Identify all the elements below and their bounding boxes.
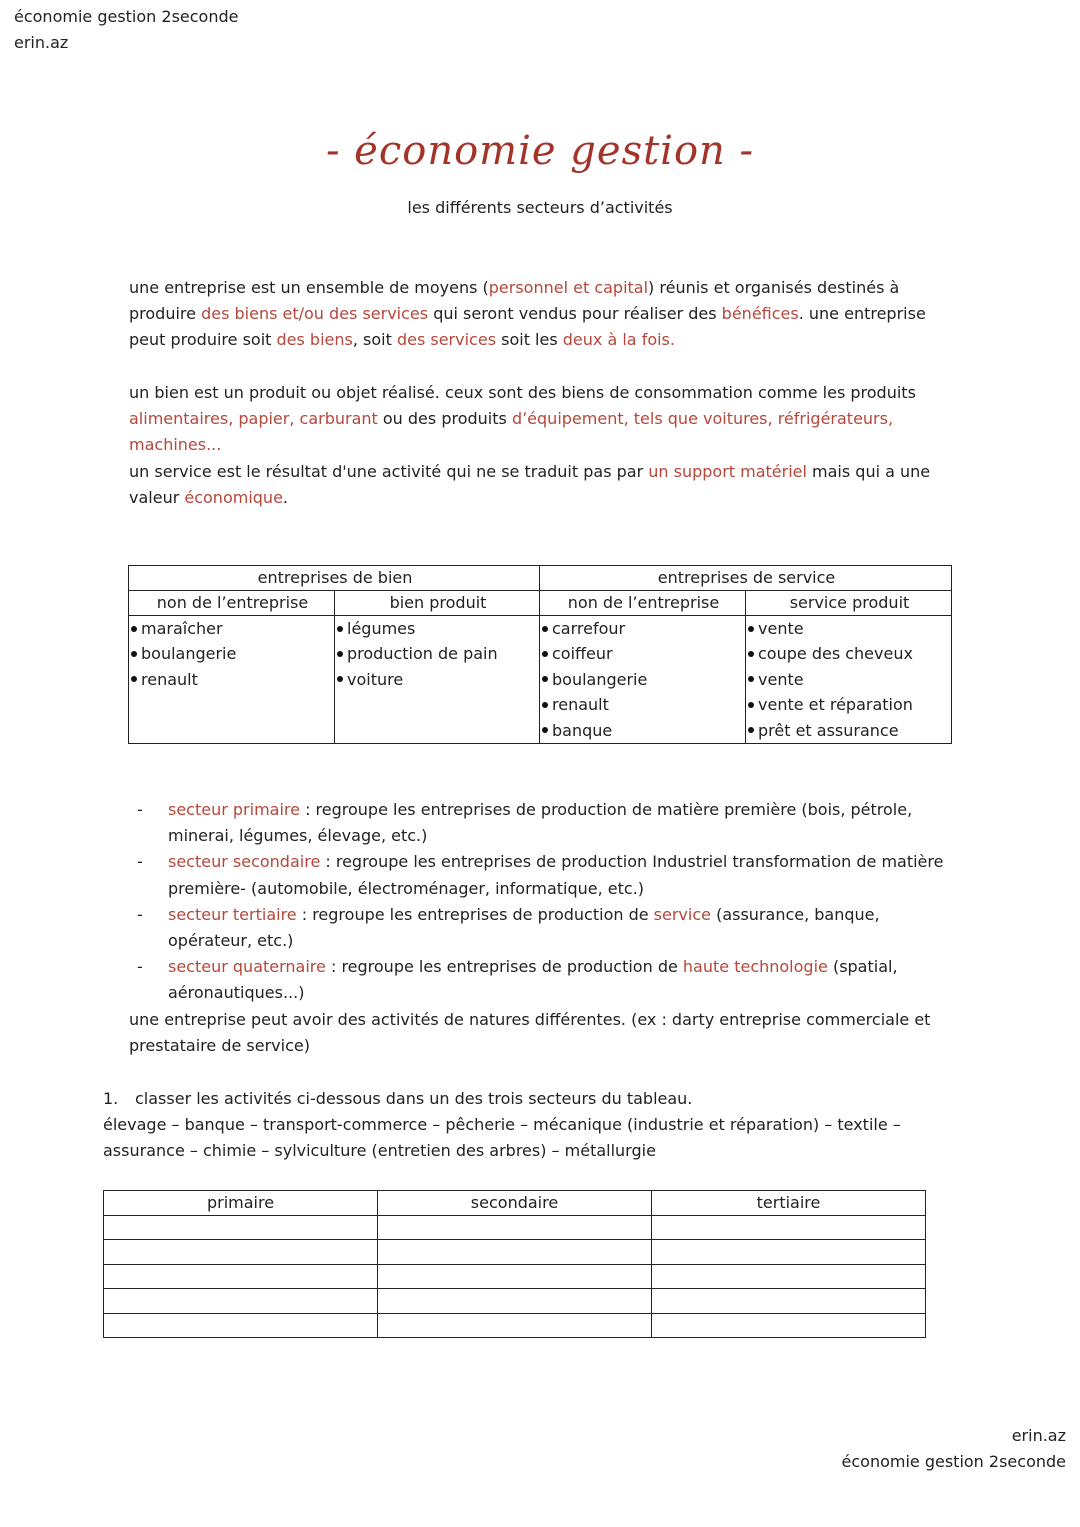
list-item: renault: [131, 667, 334, 692]
highlight-text: bénéfices: [721, 304, 799, 324]
body-text: un service est le résultat d'une activité qui ne se traduit pas par: [129, 462, 649, 481]
list-services-produits: [746, 616, 952, 744]
answer-cell: [378, 1289, 652, 1314]
sectors-list: [137, 797, 947, 1007]
highlight-text: secteur primaire: [168, 800, 300, 819]
list-item-primaire: - secteur primaire : regroupe les entreprises de production de matière première (bois, pétrole, minerai, légumes, élevage, etc.): [137, 800, 913, 846]
bullet-icon: [748, 727, 754, 733]
list-item-quaternaire: - secteur quaternaire : regroupe les entreprises de production de haute technologie (spatial, aéronautiques...): [137, 957, 898, 1003]
list-enterprises-service: [540, 616, 746, 744]
bullet-icon: [131, 651, 137, 657]
bullet-icon: [337, 626, 343, 632]
bullet-icon: [542, 727, 548, 733]
answer-cell: [104, 1264, 378, 1289]
highlight-text: secteur tertiaire: [168, 904, 297, 924]
body-text: (spatial, aéronautiques...): [168, 957, 898, 1003]
body-text: : regroupe les entreprises de production de: [325, 957, 683, 977]
header-title: économie gestion 2seconde: [14, 7, 239, 26]
bullet-icon: [542, 651, 548, 657]
table-row: [104, 1313, 926, 1338]
page-title: - économie gestion -: [325, 128, 755, 174]
highlight-text: d’équipement, tels que voitures, réfrigérateurs, machines...: [129, 409, 894, 455]
col-header-secondaire: secondaire: [378, 1191, 652, 1216]
answer-cell: [652, 1289, 926, 1314]
intro-paragraph-service: [129, 459, 949, 511]
answer-cell: [652, 1215, 926, 1240]
group-header-bien: entreprises de bien: [129, 566, 540, 591]
col-header-enterprise-service: non de l’entreprise: [540, 591, 746, 616]
exercise-activities: élevage – banque – transport-commerce – pêcherie – mécanique (industrie et réparation) – textile – assurance – chimie – sylviculture (entretien des arbres) – métallurgie: [103, 1115, 901, 1161]
exercise-number: 1.: [103, 1089, 119, 1108]
list-item-secondaire: - secteur secondaire : regroupe les entreprises de production Industriel transformation de matière première- (automobile, électroménager, informatique, etc.): [137, 852, 944, 898]
body-text: .: [282, 488, 288, 508]
answer-cell: [378, 1215, 652, 1240]
list-item: vente et réparation: [748, 692, 951, 717]
group-header-service: entreprises de service: [540, 566, 952, 591]
highlight-text: secteur secondaire: [168, 852, 321, 872]
col-header-enterprise-bien: non de l’entreprise: [129, 591, 335, 616]
body-text: mais qui a une valeur: [129, 462, 931, 508]
highlight-text: des biens: [276, 330, 353, 350]
footer-title: économie gestion 2seconde: [841, 1452, 1066, 1471]
col-header-service-produit: service produit: [746, 591, 952, 616]
highlight-text: service: [653, 904, 711, 924]
table-row: [104, 1215, 926, 1240]
bullet-icon: [131, 676, 137, 682]
body-text: ou des produits: [377, 409, 512, 429]
answer-cell: [104, 1215, 378, 1240]
body-text: une entreprise est un ensemble de moyens (: [129, 278, 489, 297]
answer-cell: [652, 1313, 926, 1338]
list-item: carrefour: [542, 616, 745, 641]
header-author: erin.az: [14, 33, 69, 52]
body-text: : regroupe les entreprises de production de: [296, 904, 654, 924]
exercise-instruction: classer les activités ci-dessous dans un des trois secteurs du tableau.: [135, 1089, 693, 1108]
table-row: [104, 1289, 926, 1314]
bullet-icon: [748, 651, 754, 657]
list-item: banque: [542, 718, 745, 743]
list-item: vente: [748, 667, 951, 692]
table-row: [104, 1264, 926, 1289]
bullet-icon: [748, 676, 754, 682]
bullet-icon: [542, 626, 548, 632]
answer-cell: [378, 1313, 652, 1338]
answer-cell: [378, 1240, 652, 1265]
highlight-text: deux à la fois.: [562, 330, 675, 350]
bullet-icon: [337, 676, 343, 682]
intro-paragraph-enterprise: [129, 275, 949, 354]
list-biens-produits: [335, 616, 540, 744]
answer-cell: [104, 1313, 378, 1338]
answer-cell: [652, 1240, 926, 1265]
list-item: boulangerie: [131, 641, 334, 666]
list-item: maraîcher: [131, 616, 334, 641]
highlight-text: économique: [184, 488, 283, 508]
intro-paragraph-bien: [129, 380, 949, 459]
answer-cell: [104, 1289, 378, 1314]
list-item: production de pain: [337, 641, 539, 666]
list-item-tertiaire: - secteur tertiaire : regroupe les entreprises de production de service (assurance, banque, opérateur, etc.): [137, 904, 880, 951]
highlight-text: des services: [396, 330, 497, 350]
highlight-text: secteur quaternaire: [168, 957, 326, 977]
answer-cell: [378, 1264, 652, 1289]
list-item: prêt et assurance: [748, 718, 951, 743]
highlight-text: personnel et capital: [488, 278, 649, 297]
body-text: , soit: [352, 330, 397, 350]
list-item: renault: [542, 692, 745, 717]
col-header-primaire: primaire: [104, 1191, 378, 1216]
page-subtitle: les différents secteurs d’activités: [407, 198, 673, 217]
bullet-icon: [131, 626, 137, 632]
body-text: qui seront vendus pour réaliser des: [428, 304, 722, 324]
bullet-icon: [542, 702, 548, 708]
body-text: ) réunis et organisés destinés à produire: [129, 278, 900, 324]
table-row: [104, 1240, 926, 1265]
highlight-text: un support matériel: [648, 462, 807, 481]
col-header-tertiaire: tertiaire: [652, 1191, 926, 1216]
body-text: soit les: [496, 330, 563, 350]
bullet-icon: [337, 651, 343, 657]
body-text: . une entreprise peut produire soit: [129, 304, 926, 350]
enterprise-types-table: [128, 565, 952, 744]
list-item: voiture: [337, 667, 539, 692]
list-item: boulangerie: [542, 667, 745, 692]
list-item: coiffeur: [542, 641, 745, 666]
answer-cell: [652, 1264, 926, 1289]
highlight-text: des biens et/ou des services: [201, 304, 429, 324]
highlight-text: haute technologie: [682, 957, 828, 977]
footer-author: erin.az: [1011, 1426, 1066, 1445]
body-text: (assurance, banque, opérateur, etc.): [168, 904, 880, 951]
list-item: vente: [748, 616, 951, 641]
body-text: : regroupe les entreprises de production Industriel transformation de matière première- (automobile, électroménager, informatique, etc.): [168, 852, 944, 898]
bullet-icon: [748, 626, 754, 632]
exercise: [103, 1086, 943, 1165]
body-text: un bien est un produit ou objet réalisé. ceux sont des biens de consommation comme les produits: [129, 383, 916, 402]
col-header-bien-produit: bien produit: [335, 591, 540, 616]
answer-cell: [104, 1240, 378, 1265]
classification-table: [103, 1190, 926, 1338]
list-item: légumes: [337, 616, 539, 641]
body-text: : regroupe les entreprises de production de matière première (bois, pétrole, minerai, légumes, élevage, etc.): [168, 800, 913, 846]
list-item: coupe des cheveux: [748, 641, 951, 666]
highlight-text: alimentaires, papier, carburant: [129, 409, 378, 429]
list-enterprises-bien: [129, 616, 335, 744]
bullet-icon: [542, 676, 548, 682]
classification-rows: [104, 1215, 926, 1338]
bullet-icon: [748, 702, 754, 708]
note-paragraph: une entreprise peut avoir des activités de natures différentes. (ex : darty entreprise commerciale et prestataire de service): [129, 1010, 931, 1056]
